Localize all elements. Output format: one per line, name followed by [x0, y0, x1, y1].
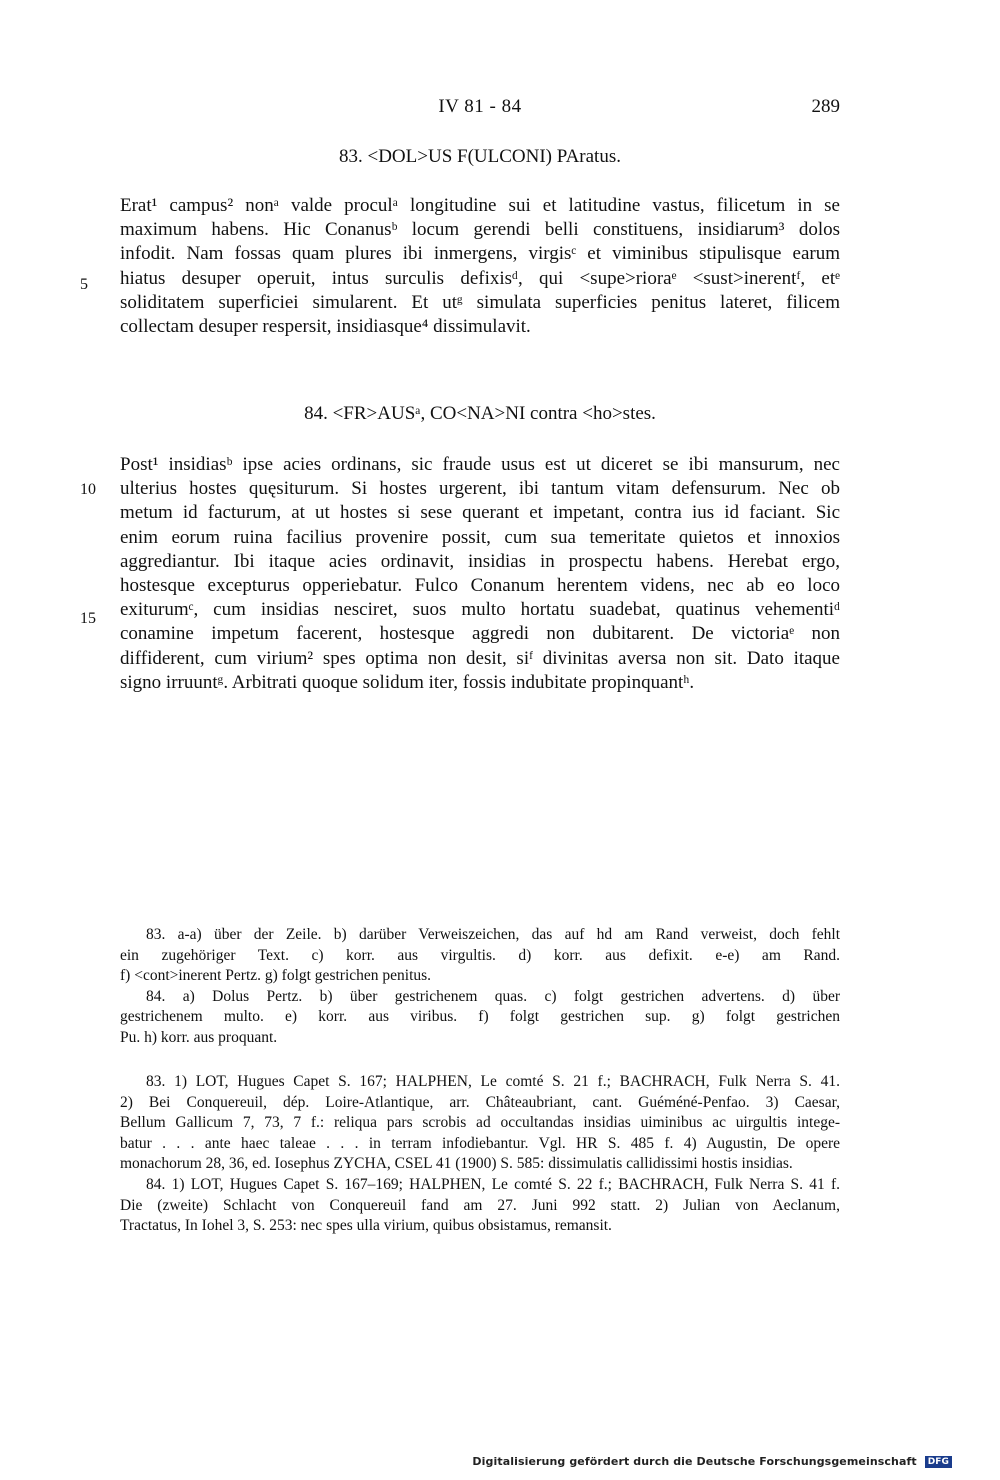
source-line: Bellum Gallicum 7, 73, 7 f.: reliqua pars scrobis ad occultandas insidias uiminibus ac uirgultis intege-	[120, 1114, 840, 1132]
source-line: 83. 1) LOT, Hugues Capet S. 167; HALPHEN, Le comté S. 21 f.; BACHRACH, Fulk Nerra S. 41.	[146, 1073, 840, 1090]
text-line: enim eorum ruina facilius provenire possit, cum sua temeritate quietos et innoxios	[120, 526, 840, 548]
text-line: signo irruuntᵍ. Arbitrati quoque solidum iter, fossis indubitate propinquantʰ.	[120, 671, 695, 693]
page-header	[120, 96, 840, 124]
text-line: conamine impetum facerent, hostesque aggredi non dubitarent. De victoriaᵉ non	[120, 623, 840, 645]
source-line: batur . . . ante haec taleae . . . in terram infodiebantur. Vgl. HR S. 485 f. 4) Augustin, De opere	[120, 1134, 840, 1152]
running-head: IV 81 - 84	[438, 96, 522, 117]
apparatus-line: Pu. h) korr. aus proquant.	[120, 1028, 278, 1046]
apparatus-line: ein zugehöriger Text. c) korr. aus virgultis. d) korr. aus defixit. e-e) am Rand.	[120, 946, 840, 964]
source-line: monachorum 28, 36, ed. Iosephus ZYCHA, CSEL 41 (1900) S. 585: dissimulatis callidissimi hostis insidias.	[120, 1155, 793, 1173]
source-line: 2) Bei Conquereuil, dép. Loire-Atlantique, arr. Châteaubriant, cant. Guéméné-Penfao. 3) Caesar,	[120, 1093, 840, 1111]
text-line: Post¹ insidiasᵇ ipse acies ordinans, sic fraude usus est ut diceret se ibi mansurum, nec	[120, 454, 840, 475]
chapter-83-heading: 83. <DOL>US F(ULCONI) PAratus.	[339, 146, 621, 167]
dfg-logo: DFG	[925, 1456, 952, 1468]
text-line: infodit. Nam fossas quam plures ibi inmergens, virgisᶜ et viminibus stipulisque earum	[120, 243, 840, 265]
digitization-credit	[472, 1455, 952, 1468]
source-line: Tractatus, In Iohel 3, S. 253: nec spes ulla virium, quibus obsistamus, remansit.	[120, 1217, 612, 1235]
chapter-84-heading: 84. <FR>AUSᵃ, CO<NA>NI contra <ho>stes.	[304, 403, 656, 424]
apparatus-criticus	[120, 925, 840, 1049]
apparatus-fontium	[120, 1072, 840, 1237]
text-line: Erat¹ campus² nonᵃ valde proculᵃ longitudine sui et latitudine vastus, filicetum in se	[120, 195, 840, 216]
text-line: collectam desuper respersit, insidiasque⁴ dissimulavit.	[120, 315, 531, 337]
chapter-84-text	[120, 453, 840, 695]
text-line: aggrediantur. Ibi itaque acies ordinavit, insidias in prospectu habens. Herebat ergo,	[120, 550, 840, 572]
line-number: 10	[80, 481, 96, 498]
text-line: exiturumᶜ, cum insidias nesciret, suos multo hortatu suadebat, quatinus vehementiᵈ	[120, 599, 840, 621]
apparatus-line: 84. a) Dolus Pertz. b) über gestrichenem quas. c) folgt gestrichen advertens. d) über	[146, 987, 840, 1005]
text-line: diffiderent, cum virium² spes optima non desit, siᶠ divinitas aversa non sit. Dato itaque	[120, 647, 840, 669]
source-line: Die (zweite) Schlacht von Conquereuil fand am 27. Juni 992 statt. 2) Julian von Aeclanum,	[120, 1196, 840, 1214]
credit-text: Digitalisierung gefördert durch die Deutsche Forschungsgemeinschaft	[472, 1455, 917, 1468]
line-number: 15	[80, 610, 96, 627]
text-line: maximum habens. Hic Conanusᵇ locum gerendi belli constituens, insidiarum³ dolos	[120, 219, 840, 241]
text-line: metum id facturum, at ut hostes si sese querant et impetant, contra ius id faciant. Sic	[120, 502, 840, 524]
line-number: 5	[80, 276, 88, 293]
text-line: soliditatem superficiei simularent. Et utᵍ simulata superficies penitus lateret, filicem	[120, 291, 840, 313]
text-line: hiatus desuper operuit, intus surculis defixisᵈ, qui <supe>rioraᵉ <sust>inerentᶠ, etᵉ	[120, 267, 840, 289]
apparatus-line: f) <cont>inerent Pertz. g) folgt gestrichen penitus.	[120, 967, 432, 985]
text-line: hostesque excepturus opperiebatur. Fulco Conanum herentem videns, nec ab eo loco	[120, 574, 840, 596]
apparatus-line: gestrichenem multo. e) korr. aus viribus. f) folgt gestrichen sup. g) folgt gestrichen	[120, 1008, 840, 1026]
text-line: ulterius hostes quęsiturum. Si hostes urgerent, ibi tantum vitam defensurum. Nec ob	[120, 478, 840, 500]
page-number: 289	[811, 96, 840, 117]
source-line: 84. 1) LOT, Hugues Capet S. 167–169; HALPHEN, Le comté S. 22 f.; BACHRACH, Fulk Nerra S. 41 f.	[146, 1175, 840, 1193]
apparatus-line: 83. a-a) über der Zeile. b) darüber Verweiszeichen, das auf hd am Rand verweist, doch fehlt	[146, 926, 840, 943]
chapter-83-text	[120, 194, 840, 339]
